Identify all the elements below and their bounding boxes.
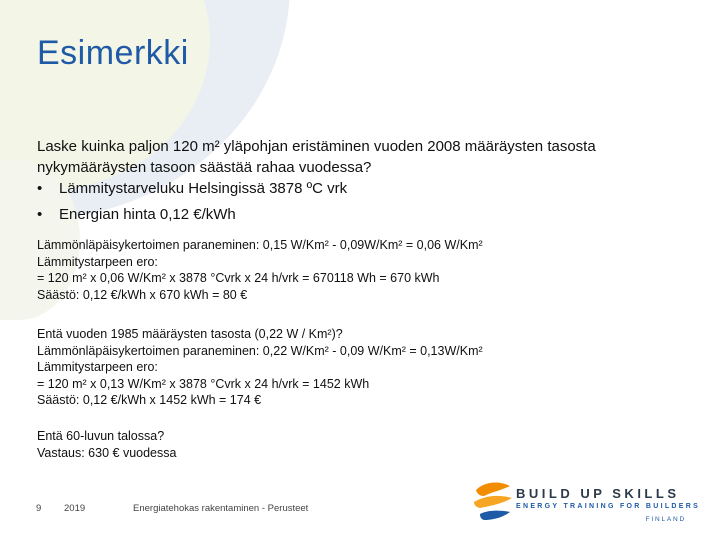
answer-block — [37, 428, 176, 461]
bullet-item: • Energian hinta 0,12 €/kWh — [37, 204, 347, 230]
logo-wordmark: BUILD UP SKILLS — [516, 486, 680, 501]
build-up-skills-logo-icon — [472, 478, 514, 528]
bullet-list — [37, 178, 347, 230]
slide-title: Esimerkki — [37, 34, 189, 72]
logo-tagline: ENERGY TRAINING FOR BUILDERS — [516, 503, 701, 510]
calc-line: Säästö: 0,12 €/kWh x 1452 kWh = 174 € — [37, 393, 262, 407]
calc-line: Entä vuoden 1985 määräysten tasosta (0,22 W / Km²)? — [37, 327, 343, 341]
calculation-block-2008 — [37, 237, 483, 303]
calc-line: Lämmitystarpeen ero: — [37, 360, 158, 374]
answer-line: Vastaus: 630 € vuodessa — [37, 445, 177, 460]
bullet-text: Lämmitystarveluku Helsingissä 3878 ºC vrk — [59, 180, 348, 197]
calc-line: = 120 m² x 0,06 W/Km² x 3878 °Cvrk x 24 h/vrk = 670118 Wh = 670 kWh — [37, 271, 440, 285]
logo-country: FINLAND — [645, 516, 686, 523]
footer-text: Energiatehokas rakentaminen - Perusteet — [133, 503, 309, 514]
question-line: Entä 60-luvun talossa? — [37, 429, 165, 443]
calc-line: Lämmönläpäisykertoimen paraneminen: 0,22 W/Km² - 0,09 W/Km² = 0,13W/Km² — [37, 343, 483, 358]
calc-line: Lämmönläpäisykertoimen paraneminen: 0,15 W/Km² - 0,09W/Km² = 0,06 W/Km² — [37, 238, 483, 252]
build-up-skills-logo — [472, 478, 701, 530]
bullet-item: • Lämmitystarveluku Helsingissä 3878 ºC vrk — [37, 178, 347, 204]
calc-line: Säästö: 0,12 €/kWh x 670 kWh = 80 € — [37, 287, 248, 302]
calc-line: = 120 m² x 0,13 W/Km² x 3878 °Cvrk x 24 h/vrk = 1452 kWh — [37, 376, 370, 391]
calc-line: Lämmitystarpeen ero: — [37, 254, 158, 269]
footer-year: 2019 — [64, 503, 86, 514]
bullet-text: Energian hinta 0,12 €/kWh — [59, 206, 236, 223]
slide-number: 9 — [36, 503, 42, 514]
intro-text: Laske kuinka paljon 120 m² yläpohjan eristäminen vuoden 2008 määräysten tasosta nykymääräysten tasoon säästää rahaa vuodessa? — [37, 138, 596, 176]
calculation-block-1985 — [37, 326, 483, 409]
